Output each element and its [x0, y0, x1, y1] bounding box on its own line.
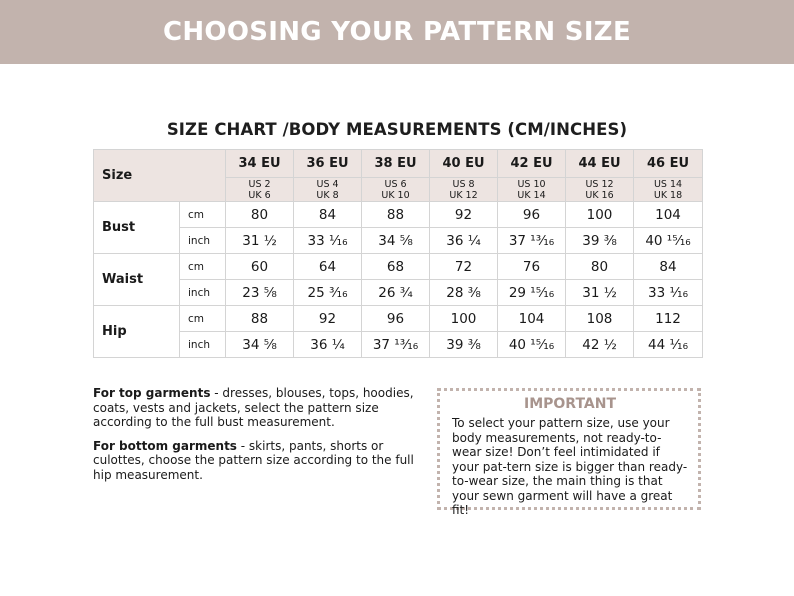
- size-header-cell: Size: [94, 150, 226, 202]
- eu-size-cell: 36 EU: [294, 150, 362, 178]
- us-size: US 8: [452, 178, 475, 190]
- inch-value-cell: 34 ⅝: [226, 332, 294, 358]
- us-size: US 4: [316, 178, 339, 190]
- unit-cell: inch: [180, 228, 226, 254]
- us-uk-size-cell: [430, 178, 498, 202]
- eu-size-cell: 42 EU: [498, 150, 566, 178]
- table-row: [94, 280, 703, 306]
- eu-size-cell: 38 EU: [362, 150, 430, 178]
- size-chart-title: SIZE CHART /BODY MEASUREMENTS (CM/INCHES): [166, 120, 628, 139]
- unit-cell: inch: [180, 332, 226, 358]
- unit-cell: inch: [180, 280, 226, 306]
- bottom-garments-note: [93, 439, 415, 483]
- cm-value-cell: 80: [566, 254, 634, 280]
- cm-value-cell: 60: [226, 254, 294, 280]
- inch-value-cell: 44 ¹⁄₁₆: [634, 332, 703, 358]
- cm-value-cell: 72: [430, 254, 498, 280]
- inch-value-cell: 23 ⅝: [226, 280, 294, 306]
- eu-size-cell: 40 EU: [430, 150, 498, 178]
- inch-value-cell: 26 ¾: [362, 280, 430, 306]
- measurement-label: Bust: [94, 202, 180, 254]
- inch-value-cell: 31 ½: [566, 280, 634, 306]
- top-garments-label: For top garments: [93, 386, 211, 400]
- inch-value-cell: 36 ¼: [430, 228, 498, 254]
- inch-value-cell: 37 ¹³⁄₁₆: [362, 332, 430, 358]
- us-uk-size-cell: [226, 178, 294, 202]
- cm-value-cell: 92: [294, 306, 362, 332]
- eu-size-cell: 34 EU: [226, 150, 294, 178]
- eu-size-cell: 46 EU: [634, 150, 703, 178]
- bottom-garments-text: - skirts, pants, shorts or culottes, choose the pattern size according to the full hip measurement.: [93, 438, 414, 482]
- cm-value-cell: 96: [498, 202, 566, 228]
- cm-value-cell: 104: [634, 202, 703, 228]
- important-title: IMPORTANT: [523, 396, 617, 412]
- us-size: US 2: [248, 178, 271, 190]
- unit-cell: cm: [180, 202, 226, 228]
- top-garments-text: - dresses, blouses, tops, hoodies, coats, vests and jackets, select the pattern size according to the full bust measurement.: [93, 386, 414, 430]
- table-row: [94, 254, 703, 280]
- uk-size: UK 10: [381, 189, 410, 201]
- inch-value-cell: 31 ½: [226, 228, 294, 254]
- unit-cell: cm: [180, 306, 226, 332]
- cm-value-cell: 92: [430, 202, 498, 228]
- inch-value-cell: 37 ¹³⁄₁₆: [498, 228, 566, 254]
- garment-notes: [93, 386, 415, 492]
- cm-value-cell: 108: [566, 306, 634, 332]
- cm-value-cell: 100: [430, 306, 498, 332]
- inch-value-cell: 40 ¹⁵⁄₁₆: [634, 228, 703, 254]
- cm-value-cell: 104: [498, 306, 566, 332]
- table-row: [94, 332, 703, 358]
- inch-value-cell: 28 ⅜: [430, 280, 498, 306]
- cm-value-cell: 88: [362, 202, 430, 228]
- cm-value-cell: 100: [566, 202, 634, 228]
- cm-value-cell: 76: [498, 254, 566, 280]
- us-uk-size-cell: [566, 178, 634, 202]
- inch-value-cell: 39 ⅜: [566, 228, 634, 254]
- cm-value-cell: 88: [226, 306, 294, 332]
- bottom-garments-label: For bottom garments: [93, 438, 237, 453]
- important-text: To select your pattern size, use your body measurements, not ready-to-wear size! Don’t feel intimidated if your pat-tern size is bigger than ready-to-wear size, the main thing is that your sewn garment will have a great fit!: [452, 416, 688, 517]
- table-row: [94, 228, 703, 254]
- us-size: US 10: [517, 178, 546, 190]
- cm-value-cell: 68: [362, 254, 430, 280]
- eu-size-cell: 44 EU: [566, 150, 634, 178]
- measurement-label: Waist: [94, 254, 180, 306]
- uk-size: UK 18: [653, 189, 683, 201]
- cm-value-cell: 80: [226, 202, 294, 228]
- cm-value-cell: 64: [294, 254, 362, 280]
- page-banner: [0, 0, 794, 64]
- us-size: US 12: [585, 178, 614, 190]
- us-size: US 6: [384, 178, 407, 190]
- cm-value-cell: 112: [634, 306, 703, 332]
- inch-value-cell: 33 ¹⁄₁₆: [634, 280, 703, 306]
- inch-value-cell: 36 ¼: [294, 332, 362, 358]
- cm-value-cell: 96: [362, 306, 430, 332]
- cm-value-cell: 84: [634, 254, 703, 280]
- inch-value-cell: 42 ½: [566, 332, 634, 358]
- cm-value-cell: 84: [294, 202, 362, 228]
- top-garments-note: [93, 386, 415, 430]
- unit-cell: cm: [180, 254, 226, 280]
- us-uk-size-cell: [294, 178, 362, 202]
- uk-size: UK 6: [248, 189, 271, 201]
- measurement-label: Hip: [94, 306, 180, 358]
- us-uk-size-cell: [498, 178, 566, 202]
- us-uk-size-cell: [362, 178, 430, 202]
- uk-size: UK 16: [585, 189, 614, 201]
- table-row: [94, 306, 703, 332]
- uk-size: UK 14: [517, 189, 546, 201]
- inch-value-cell: 25 ³⁄₁₆: [294, 280, 362, 306]
- inch-value-cell: 39 ⅜: [430, 332, 498, 358]
- uk-size: UK 8: [316, 189, 339, 201]
- important-box: [437, 388, 701, 517]
- uk-size: UK 12: [449, 189, 478, 201]
- table-row: [94, 202, 703, 228]
- us-size: US 14: [653, 178, 683, 190]
- page-title: CHOOSING YOUR PATTERN SIZE: [162, 17, 632, 47]
- us-uk-size-cell: [634, 178, 703, 202]
- inch-value-cell: 29 ¹⁵⁄₁₆: [498, 280, 566, 306]
- size-chart-table: [93, 149, 703, 358]
- inch-value-cell: 40 ¹⁵⁄₁₆: [498, 332, 566, 358]
- inch-value-cell: 33 ¹⁄₁₆: [294, 228, 362, 254]
- table-header-row: [94, 150, 703, 178]
- inch-value-cell: 34 ⅝: [362, 228, 430, 254]
